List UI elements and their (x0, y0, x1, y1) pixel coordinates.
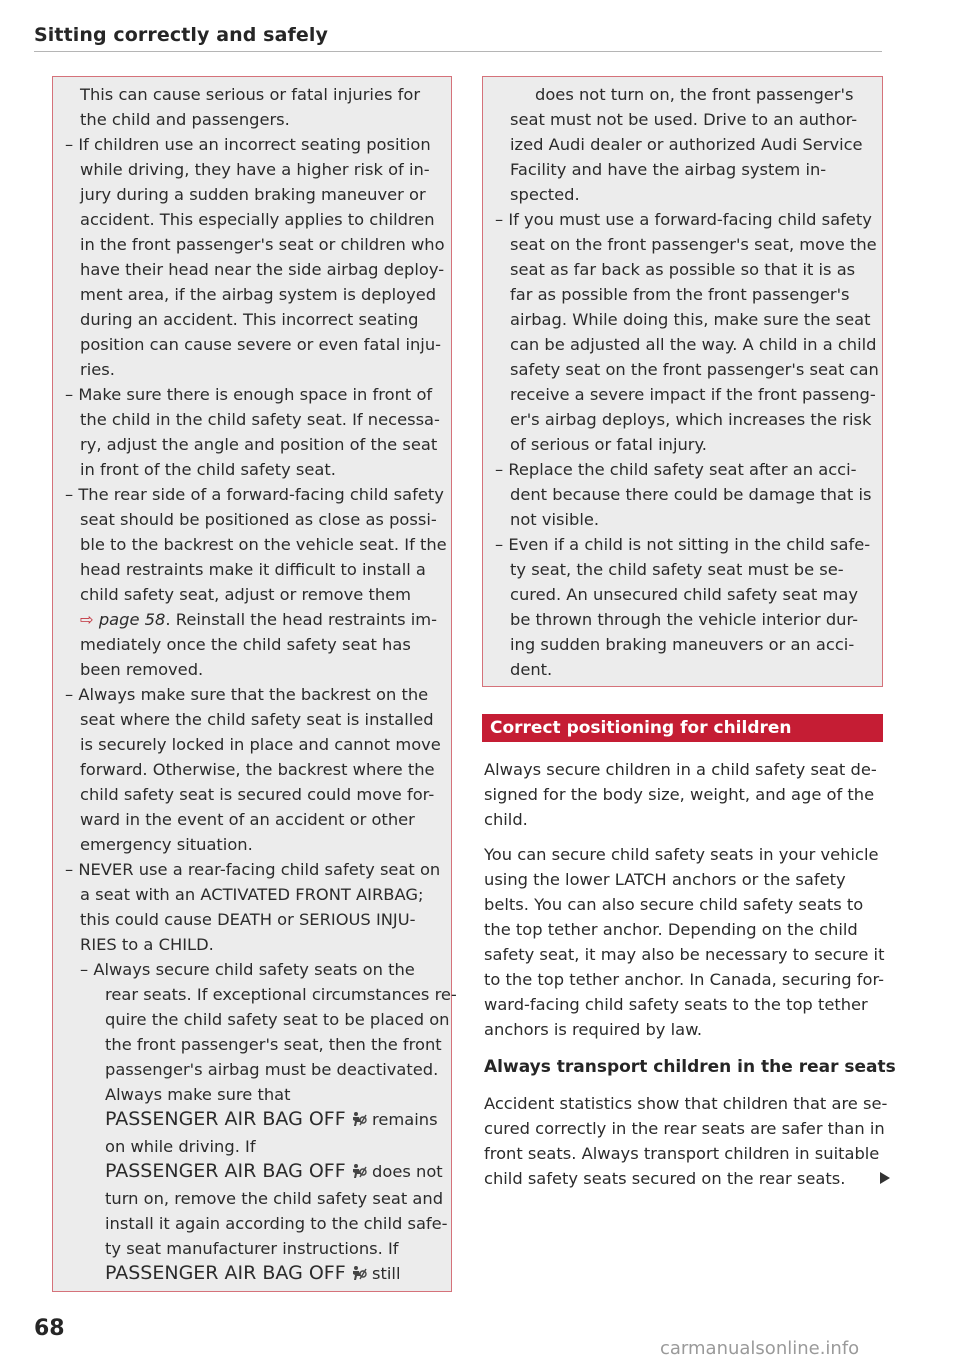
text-line: dent because there could be damage that is (510, 485, 872, 504)
continue-arrow-icon (880, 1172, 890, 1184)
text-line: head restraints make it difficult to install a (80, 560, 426, 579)
text-fragment: remains (366, 1110, 438, 1129)
text-fragment: still (366, 1264, 401, 1283)
airbag-off-icon (351, 1109, 367, 1134)
text-line: have their head near the side airbag deploy- (80, 260, 445, 279)
text-line: passenger's airbag must be deactivated. (105, 1060, 439, 1079)
page-header (34, 24, 882, 52)
text-line: – Always make sure that the backrest on the (65, 685, 429, 704)
text-line: in front of the child safety seat. (80, 460, 336, 479)
text-line: in the front passenger's seat or children who (80, 235, 445, 254)
reference-arrow-icon: ⇨ (80, 610, 94, 629)
text-line: This can cause serious or fatal injuries for (80, 85, 421, 104)
airbag-off-icon (351, 1161, 367, 1186)
text-line: seat where the child safety seat is installed (80, 710, 434, 729)
text-line: child safety seats secured on the rear seats. (484, 1169, 846, 1188)
text-line: turn on, remove the child safety seat and (105, 1189, 444, 1208)
text-line: the front passenger's seat, then the front (105, 1035, 442, 1054)
text-line: to the top tether anchor. In Canada, securing for- (484, 970, 884, 989)
text-line: is securely locked in place and cannot move (80, 735, 441, 754)
warning-box-right (482, 76, 883, 687)
text-line: ment area, if the airbag system is deployed (80, 285, 437, 304)
text-line: – Make sure there is enough space in front of (65, 385, 433, 404)
text-line-indicator (65, 1159, 443, 1186)
text-line: – The rear side of a forward-facing child safety (65, 485, 444, 504)
text-line: belts. You can also secure child safety seats to (484, 895, 864, 914)
page-reference-link[interactable]: page 58 (98, 610, 166, 629)
text-line: RIES to a CHILD. (80, 935, 214, 954)
text-line: ward-facing child safety seats to the top tether (484, 995, 868, 1014)
text-line: ty seat, the child safety seat must be se- (510, 560, 844, 579)
text-line: receive a severe impact if the front passeng- (510, 385, 876, 404)
text-line: cured. An unsecured child safety seat may (510, 585, 858, 604)
text-line: the child in the child safety seat. If necessa- (80, 410, 440, 429)
text-line: Always make sure that (105, 1085, 291, 1104)
text-line: – Always secure child safety seats on the (80, 960, 415, 979)
text-line: child safety seat is secured could move for- (80, 785, 435, 804)
watermark: carmanualsonline.info (660, 1338, 860, 1359)
text-line: seat as far back as possible so that it is as (510, 260, 856, 279)
text-line: the top tether anchor. Depending on the child (484, 920, 858, 939)
page-number: 68 (34, 1316, 65, 1341)
text-line: not visible. (510, 510, 600, 529)
text-line: – If children use an incorrect seating position (65, 135, 431, 154)
paragraph-intro (484, 757, 884, 832)
text-line: of serious or fatal injury. (510, 435, 707, 454)
text-line: child. (484, 810, 528, 829)
text-line: quire the child safety seat to be placed on (105, 1010, 450, 1029)
subheading: Always transport children in the rear seats (484, 1057, 896, 1077)
text-line: seat must not be used. Drive to an author- (510, 110, 858, 129)
text-line: ing sudden braking maneuvers or an acci- (510, 635, 855, 654)
text-line: ries. (80, 360, 115, 379)
section-heading: Correct positioning for children (482, 714, 883, 742)
text-line: You can secure child safety seats in your vehicle (484, 845, 879, 864)
text-line-indicator (65, 1261, 439, 1288)
text-line: ble to the backrest on the vehicle seat. If the (80, 535, 447, 554)
text-line: ry, adjust the angle and position of the seat (80, 435, 438, 454)
text-line: accident. This especially applies to children (80, 210, 435, 229)
text-line-indicator (65, 1107, 439, 1134)
text-line: position can cause severe or even fatal inju- (80, 335, 442, 354)
text-line: Accident statistics show that children that are se- (484, 1094, 888, 1113)
text-line: – Replace the child safety seat after an acci- (495, 460, 857, 479)
text-line: forward. Otherwise, the backrest where the (80, 760, 435, 779)
text-line: ward in the event of an accident or other (80, 810, 415, 829)
text-line: been removed. (80, 660, 204, 679)
airbag-off-icon (351, 1263, 367, 1288)
text-line: mediately once the child safety seat has (80, 635, 411, 654)
text-line: seat on the front passenger's seat, move the (510, 235, 877, 254)
text-fragment: does not (366, 1162, 443, 1181)
text-line: child safety seat, adjust or remove them (80, 585, 412, 604)
text-line: safety seat, it may also be necessary to secure it (484, 945, 885, 964)
text-line: rear seats. If exceptional circumstances re- (105, 985, 457, 1004)
text-line: safety seat on the front passenger's seat can (510, 360, 879, 379)
text-line: anchors is required by law. (484, 1020, 703, 1039)
indicator-text: PASSENGER AIR BAG OFF (105, 1262, 346, 1284)
text-line: can be adjusted all the way. A child in a child (510, 335, 877, 354)
text-line: emergency situation. (80, 835, 253, 854)
indicator-text: PASSENGER AIR BAG OFF (105, 1160, 346, 1182)
paragraph-rear-seats (484, 1091, 888, 1191)
text-line: er's airbag deploys, which increases the risk (510, 410, 872, 429)
text-fragment: . Reinstall the head restraints im- (165, 610, 438, 629)
text-line: ized Audi dealer or authorized Audi Service (510, 135, 863, 154)
text-line: seat should be positioned as close as possi- (80, 510, 437, 529)
text-line: airbag. While doing this, make sure the seat (510, 310, 871, 329)
text-line: ty seat manufacturer instructions. If (105, 1239, 399, 1258)
text-line: – Even if a child is not sitting in the child safe- (495, 535, 871, 554)
text-line: Facility and have the airbag system in- (510, 160, 827, 179)
text-line: – If you must use a forward-facing child safety (495, 210, 872, 229)
text-line: far as possible from the front passenger's (510, 285, 850, 304)
text-line: front seats. Always transport children in suitable (484, 1144, 880, 1163)
text-line: be thrown through the vehicle interior dur- (510, 610, 859, 629)
text-line: using the lower LATCH anchors or the safety (484, 870, 846, 889)
text-line: on while driving. If (105, 1137, 256, 1156)
text-line: spected. (510, 185, 580, 204)
text-line: does not turn on, the front passenger's (535, 85, 854, 104)
text-line: Always secure children in a child safety seat de- (484, 760, 877, 779)
text-line: – NEVER use a rear-facing child safety seat on (65, 860, 441, 879)
text-line: dent. (510, 660, 553, 679)
paragraph-latch (484, 842, 884, 1042)
page-header-title: Sitting correctly and safely (34, 24, 328, 46)
text-line: install it again according to the child safe- (105, 1214, 448, 1233)
text-line: jury during a sudden braking maneuver or (80, 185, 426, 204)
text-line: a seat with an ACTIVATED FRONT AIRBAG; (80, 885, 424, 904)
warning-box-left (52, 76, 457, 1292)
indicator-text: PASSENGER AIR BAG OFF (105, 1108, 346, 1130)
text-line: while driving, they have a higher risk of in- (80, 160, 430, 179)
text-line: this could cause DEATH or SERIOUS INJU- (80, 910, 416, 929)
text-line: the child and passengers. (80, 110, 290, 129)
text-line: during an accident. This incorrect seating (80, 310, 419, 329)
text-line-with-reference (65, 607, 439, 632)
text-line: signed for the body size, weight, and age of the (484, 785, 875, 804)
text-line: cured correctly in the rear seats are safer than in (484, 1119, 885, 1138)
